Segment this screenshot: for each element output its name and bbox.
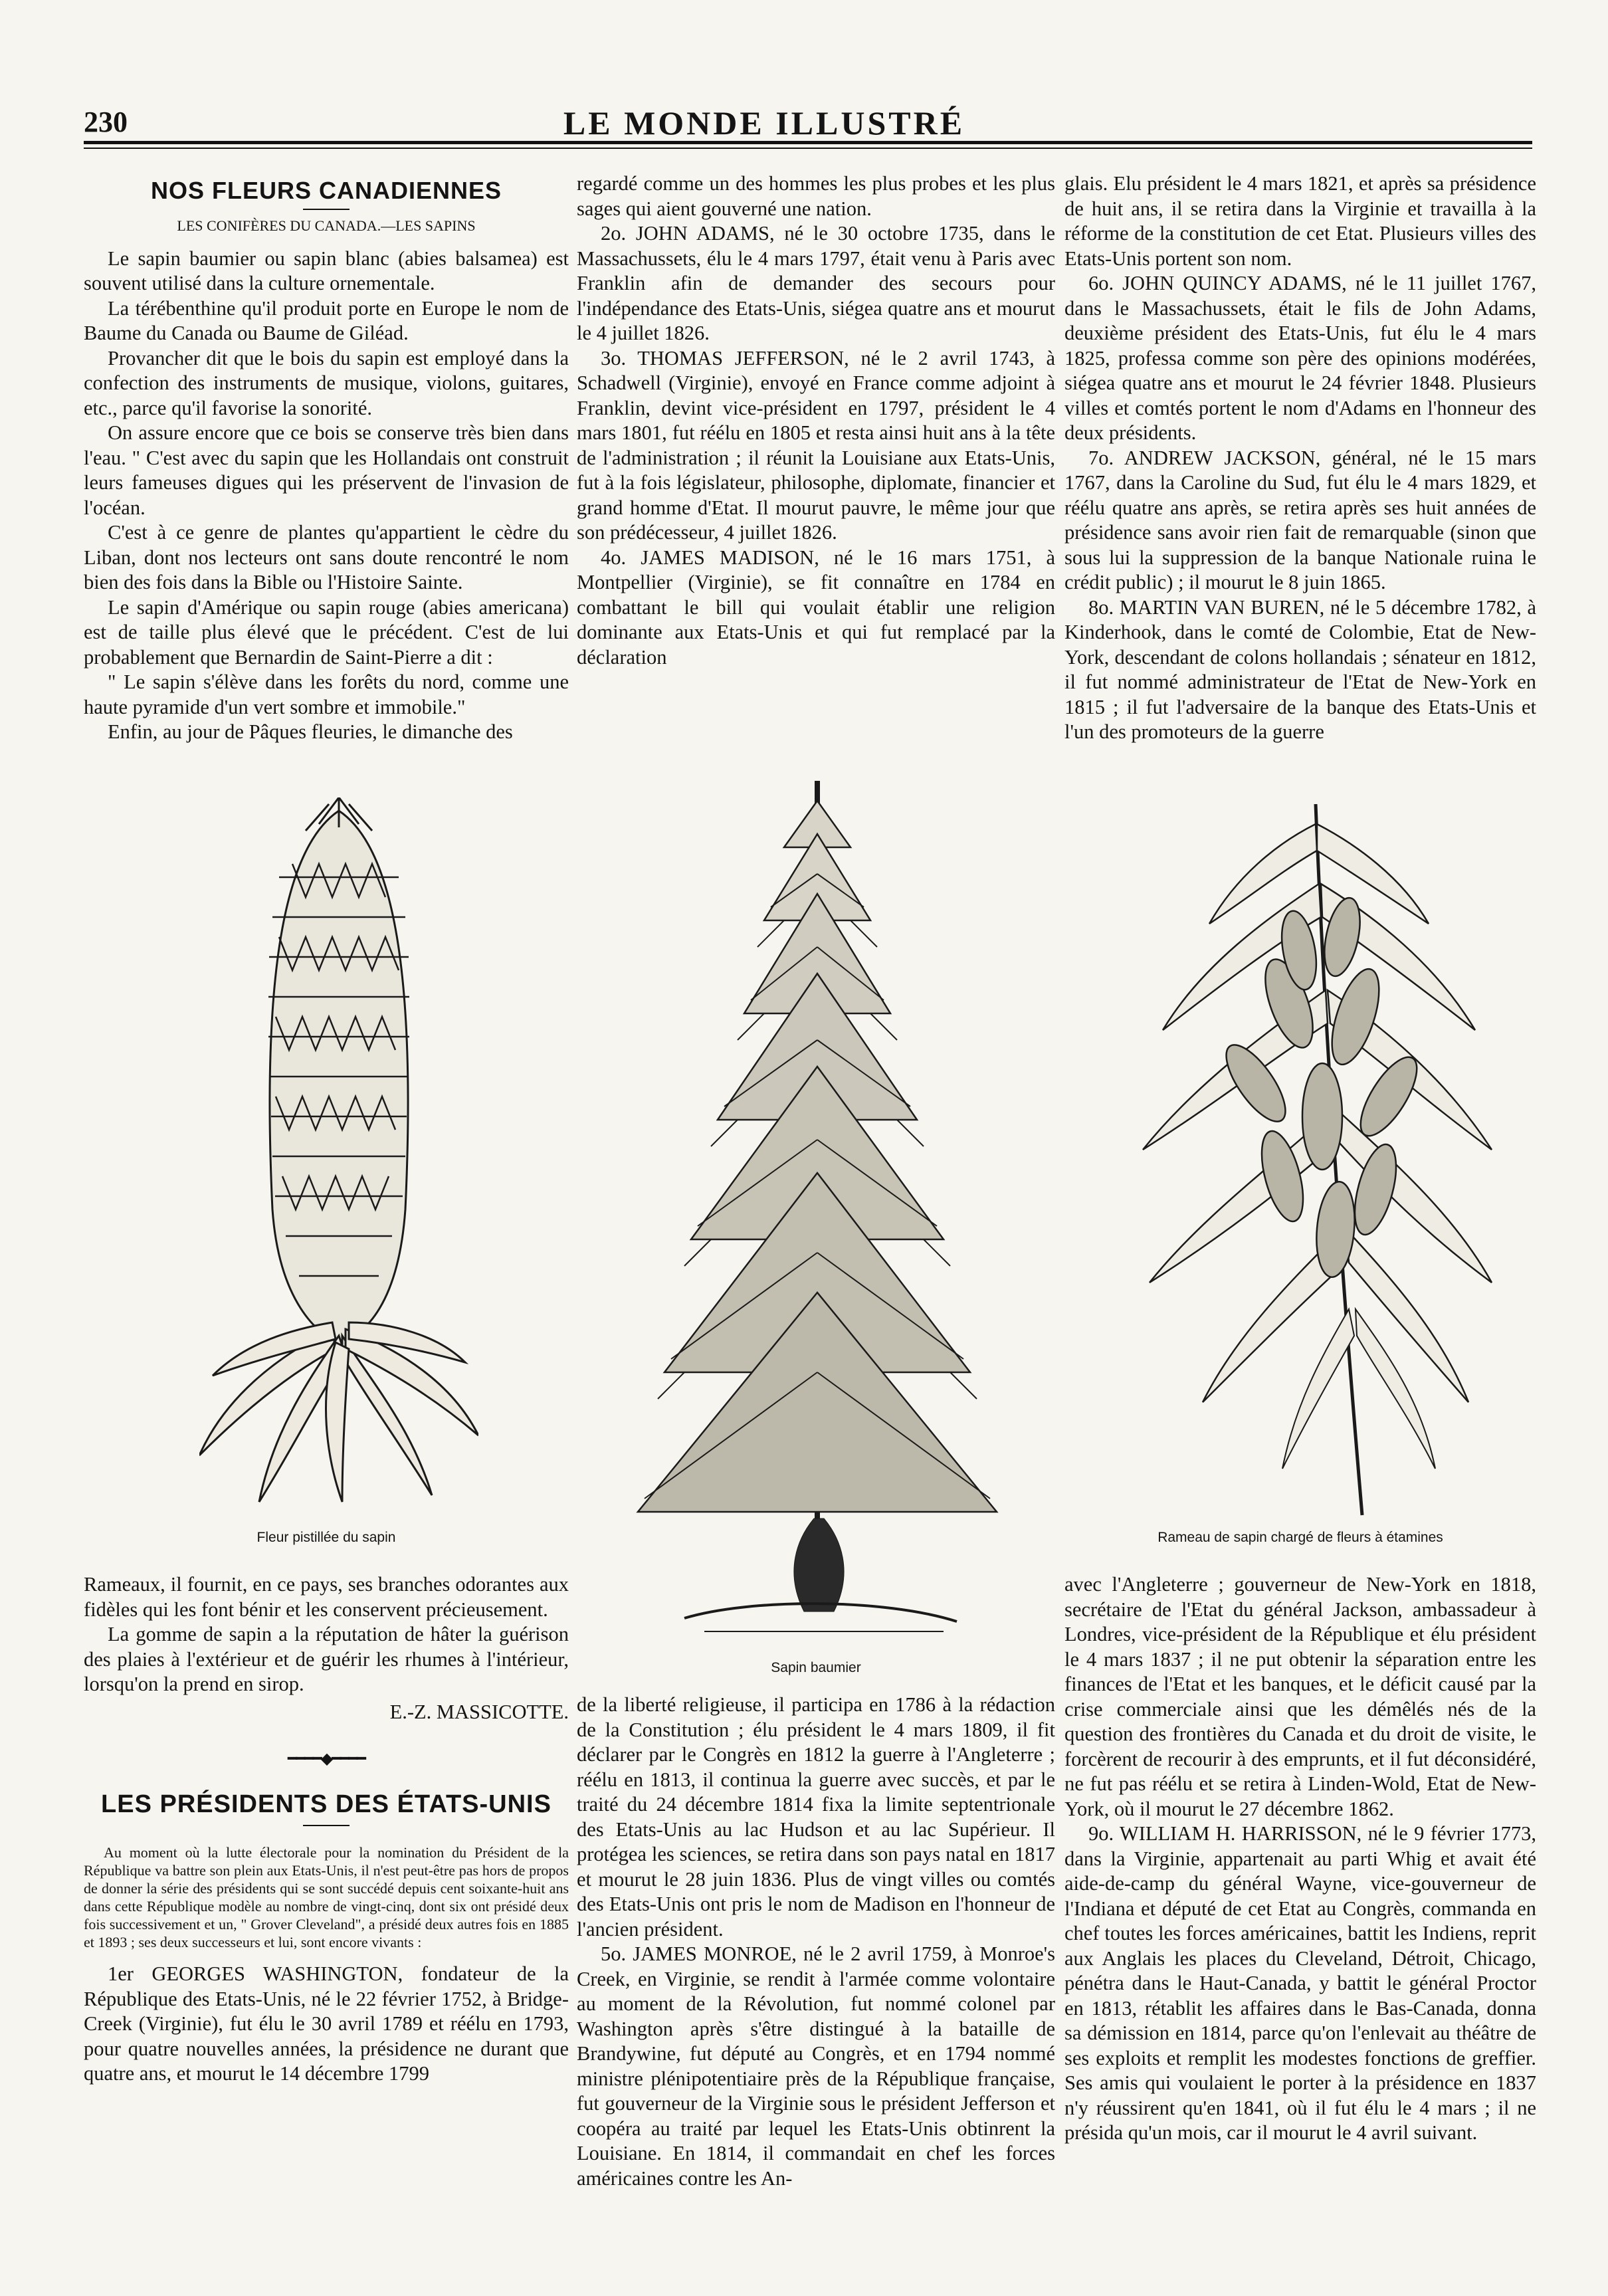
paragraph: La gomme de sapin a la réputation de hâter la guérison des plaies à l'extérieur et de guérir les rhumes à l'intérieur, lorsqu'on la prend en sirop. xyxy=(84,1623,569,1695)
paragraph: Le sapin baumier ou sapin blanc (abies balsamea) est souvent utilisé dans la culture ornementale. xyxy=(84,247,569,294)
masthead: LE MONDE ILLUSTRÉ xyxy=(563,104,965,142)
paragraph: Le sapin d'Amérique ou sapin rouge (abies americana) est de taille plus élevé que le précédent. C'est de lui probablement que Bernardin de Saint-Pierre a dit : xyxy=(84,595,569,669)
caption-left: Fleur pistillée du sapin xyxy=(256,1530,396,1545)
paragraph: 8o. MARTIN VAN BUREN, né le 5 décembre 1782, à Kinderhook, dans le comté de Colombie, Etat de New-York, descendant de colons hollandais ; sénateur en 1812, il fut nommé administrateur de l'Etat de New-York en 1815 ; il fut l'adversaire de la banque des Etats-Unis et l'un des promoteurs de la guerre xyxy=(1064,595,1536,743)
paragraph: avec l'Angleterre ; gouverneur de New-York en 1818, secrétaire de l'Etat du général Jackson, ambassadeur à Londres, vice-président de la République et élu président le 4 mars 1837 ; il ne put obtenir la séparation entre les finances de l'Etat et les banques, et le déficit causé par la crise commerciale ainsi que les démêlés nés de la question des frontières du Canada et du droit de visite, le forcèrent de recourir à des emprunts, et il fut déconsidéré, ne fut pas réélu et se retira à Linden-Wold, Etat de New-York, où il mourut le 27 décembre 1862. xyxy=(1064,1573,1536,1820)
column-2-bottom xyxy=(577,1693,1055,2191)
paragraph: 3o. THOMAS JEFFERSON, né le 2 avril 1743, à Schadwell (Virginie), envoyé en France comme adjoint à Franklin, devint vice-président en 1797, président le 4 mars 1801, fut réélu en 1805 et resta ainsi huit ans à la tête de l'administration ; il réunit la Louisiane aux Etats-Unis, fut à la fois législateur, philosophe, diplomate, financier et grand homme d'Etat. Il mourut pauvre, le même jour que son prédécesseur, 4 juillet 1826. xyxy=(577,346,1055,544)
pistillate-flower-illustration xyxy=(199,797,478,1509)
column-2-top xyxy=(577,171,1055,670)
column-3-bottom xyxy=(1064,1572,1536,2146)
paragraph: 9o. WILLIAM H. HARRISSON, né le 9 février 1773, dans la Virginie, appartenait au parti Whig et avait été aide-de-camp du général Wayne, vice-gouverneur de l'Indiana et député de cet Etat au Congrès, commanda en chef toutes les forces américaines, battit les Indiens, reprit aux Anglais les places du Cleveland, Détroit, Chicago, pénétra dans le Haut-Canada, y battit le général Proctor en 1813, rétablit les affaires dans le Bas-Canada, donna sa démission en 1814, parce qu'on l'enlevait au théâtre de ses exploits et remplit les modestes fonctions de greffier. Ses amis qui voulaient le porter à la présidence en 1837 n'y réussirent qu'en 1841, où il fut élu le 4 mars ; il ne présida qu'un mois, car il mourut le 4 avril suivant. xyxy=(1064,1822,1536,2144)
article-title-fleurs: NOS FLEURS CANADIENNES xyxy=(150,177,502,204)
intro-paragraph: Au moment où la lutte électorale pour la nomination du Président de la République va battre son plein aux Etats-Unis, il n'est peut-être pas hors de propos de donner la série des présidents qui se sont succédé depuis cent soixante-huit ans dans cette République modèle au nombre de vingt-cinq, dont six ont présidé deux fois successivement et un, " Grover Cleveland", a présidé deux autres fois en 1885 et 1893 ; ses deux successeurs et lui, sont encore vivants : xyxy=(84,1844,569,1950)
paragraph: On assure encore que ce bois se conserve très bien dans l'eau. " C'est avec du sapin que les Hollandais ont construit leurs fameuses digues qui les préservent de l'invasion de l'océan. xyxy=(84,421,569,519)
paragraph: Rameaux, il fournit, en ce pays, ses branches odorantes aux fidèles qui les font bénir et les conservent précieusement. xyxy=(84,1573,569,1621)
header-rule xyxy=(84,141,1532,144)
paragraph: 2o. JOHN ADAMS, né le 30 octobre 1735, dans le Massachussets, élu le 4 mars 1797, était venu à Paris avec Franklin afin de demander des secours pour l'indépendance des Etats-Unis, siégea quatre ans et mourut le 4 juillet 1826. xyxy=(577,222,1055,344)
paragraph: Provancher dit que le bois du sapin est employé dans la confection des instruments de musique, violons, guitares, etc., parce qu'il favorise la sonorité. xyxy=(84,346,569,419)
paragraph: Enfin, au jour de Pâques fleuries, le dimanche des xyxy=(108,720,513,743)
paragraph: regardé comme un des hommes les plus probes et les plus sages qui aient gouverné une nation. xyxy=(577,172,1055,220)
title-rule xyxy=(303,1825,350,1826)
page-number: 230 xyxy=(84,106,128,138)
paragraph: 6o. JOHN QUINCY ADAMS, né le 11 juillet 1767, dans le Massachussets, était le fils de John Adams, deuxième président des Etats-Unis, fut élu le 4 mars 1825, professa comme son père des opinions modérées, siégea quatre ans et mourut le 24 février 1848. Plusieurs villes et comtés portent le nom d'Adams en l'honneur des deux présidents. xyxy=(1064,272,1536,444)
paragraph: 5o. JAMES MONROE, né le 2 avril 1759, à Monroe's Creek, en Virginie, se rendit à l'armée comme volontaire au moment de la Révolution, fut nommé colonel par Washington après s'être distingué à la bataille de Brandywine, fut député au Congrès, et en 1794 nommé ministre plénipotentiaire près de la République française, fut gouverneur de la Virginie sous le président Jefferson et coopéra au traité par lequel les Etats-Unis obtinrent la Louisiane. En 1814, il commandait en chef les forces américaines contre les An- xyxy=(577,1942,1055,2190)
paragraph: glais. Elu président le 4 mars 1821, et après sa présidence de huit ans, il se retira dans la Virginie et travailla à la réforme de la constitution de cet Etat. Plusieurs villes des Etats-Unis portent son nom. xyxy=(1064,172,1536,270)
paragraph: 7o. ANDREW JACKSON, général, né le 15 mars 1767, dans la Caroline du Sud, fut élu le 4 mars 1829, et réélu quatre ans après, se retira après ses huit années de présidence sans avoir rien fait de remarquable (sinon que sous lui la suppression de la banque Nationale ruina le crédit public) ; il mourut le 8 juin 1865. xyxy=(1064,446,1536,593)
article-subtitle: LES CONIFÈRES DU CANADA.—LES SAPINS xyxy=(177,217,476,234)
caption-right: Rameau de sapin chargé de fleurs à étamines xyxy=(1157,1530,1443,1545)
column-1-top xyxy=(84,178,569,745)
paragraph: 4o. JAMES MADISON, né le 16 mars 1751, à Montpellier (Virginie), se fit connaître en 1784 en combattant le bill qui voulait établir une religion dominante aux Etats-Unis et qui fut remplacé par la déclaration xyxy=(577,546,1055,669)
staminate-branch-illustration xyxy=(1123,804,1495,1522)
column-1-bottom xyxy=(84,1572,569,2087)
column-3-top xyxy=(1064,171,1536,745)
paragraph: 1er GEORGES WASHINGTON, fondateur de la République des Etats-Unis, né le 22 février 1752, à Bridge-Creek (Virginie), fut élu le 30 avril 1789 et réélu en 1793, pour quatre nouvelles années, la présidence ne durant que quatre ans, et mourut le 14 décembre 1799 xyxy=(84,1962,569,2085)
article-title-presidents: LES PRÉSIDENTS DES ÉTATS-UNIS xyxy=(101,1790,552,1818)
paragraph: La térébenthine qu'il produit porte en Europe le nom de Baume du Canada ou Baume de Giléad. xyxy=(84,296,569,344)
caption-center: Sapin baumier xyxy=(771,1660,861,1675)
balsam-fir-tree-illustration xyxy=(585,774,1050,1651)
title-rule xyxy=(303,209,350,210)
paragraph: de la liberté religieuse, il participa en 1786 à la rédaction de la Constitution ; élu président le 4 mars 1809, il fit déclarer par le Congrès en 1812 la guerre à l'Angleterre ; réélu en 1813, il continua la guerre avec succès, et par le traité du 24 décembre 1814 fixa la limite septentrionale des Etats-Unis au lac Hudson et au lac Supérieur. Il protégea les sciences, se retira dans son pays natal en 1817 et mourut le 28 juin 1836. Plus de vingt villes ou comtés des Etats-Unis ont pris le nom de Madison en l'honneur de l'ancien président. xyxy=(577,1693,1055,1940)
header-rule-thin xyxy=(84,148,1532,149)
paragraph: " Le sapin s'élève dans les forêts du nord, comme une haute pyramide d'un vert sombre et immobile." xyxy=(84,671,569,718)
paragraph: C'est à ce genre de plantes qu'appartient le cèdre du Liban, dont nos lecteurs ont sans doute rencontré le nom bien des fois dans la Bible ou l'Histoire Sainte. xyxy=(84,521,569,593)
section-ornament: ━━━━◆━━━━ xyxy=(287,1750,365,1768)
signature: E.-Z. MASSICOTTE. xyxy=(389,1700,569,1723)
